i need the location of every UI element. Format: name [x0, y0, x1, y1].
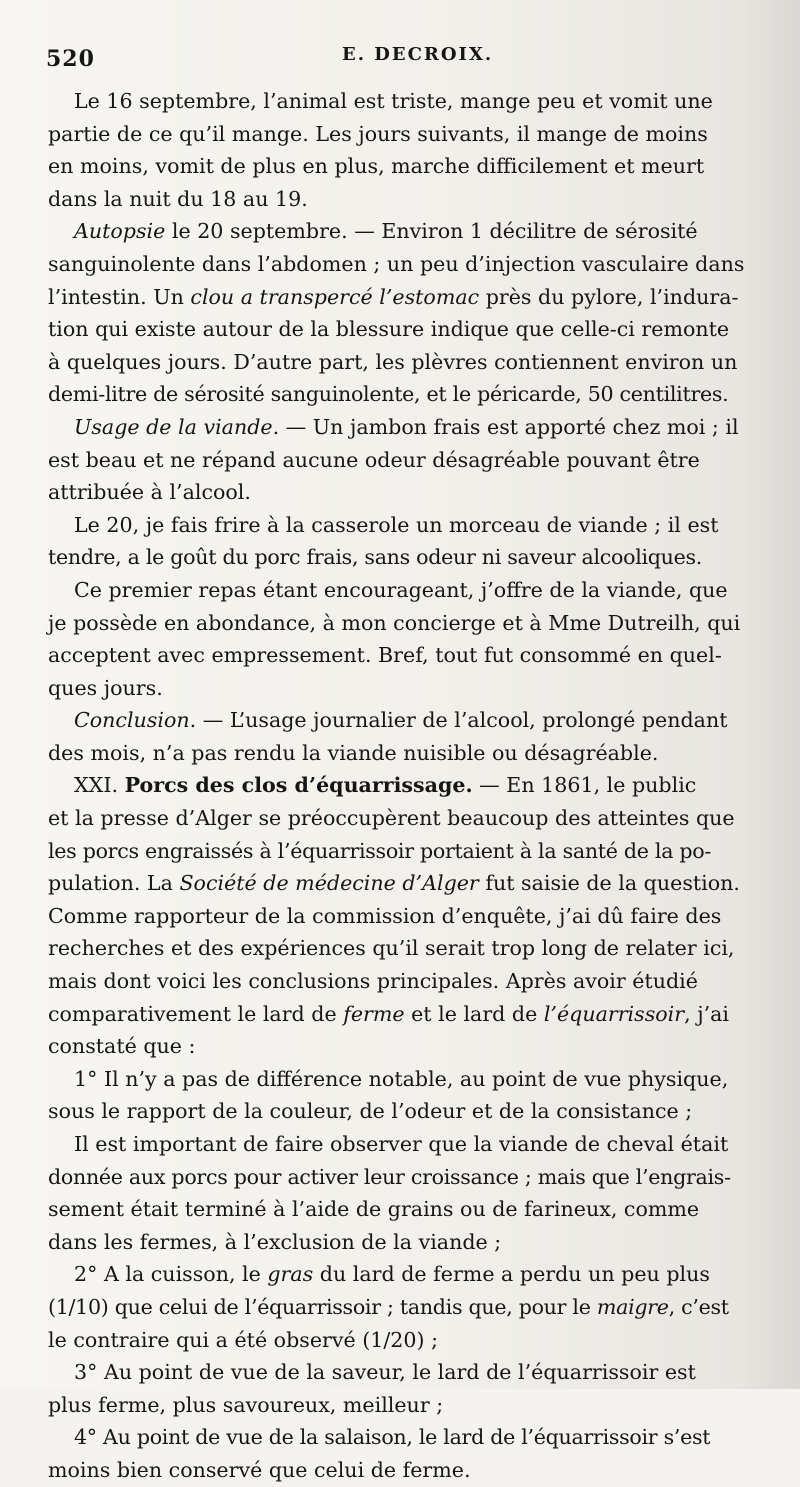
- text-line: partie de ce qu’il mange. Les jours suivants, il mange de moins: [48, 121, 708, 146]
- text-line: je possède en abondance, à mon concierge et à Mme Dutreilh, qui: [48, 610, 741, 635]
- text-line: le contraire qui a été observé (1/20) ;: [48, 1327, 439, 1352]
- text-line: Le 20, je fais frire à la casserole un morceau de viande ; il est: [74, 512, 719, 537]
- text-line: 1° Il n’y a pas de différence notable, au point de vue physique,: [74, 1066, 729, 1091]
- text-line: donnée aux porcs pour activer leur croissance ; mais que l’engrais-: [48, 1164, 731, 1189]
- text-line: Comme rapporteur de la commission d’enquête, j’ai dû faire des: [48, 903, 722, 928]
- text-line: 2° A la cuisson, le gras du lard de ferme a perdu un peu plus: [74, 1262, 710, 1287]
- text-line: sanguinolente dans l’abdomen ; un peu d’injection vasculaire dans: [48, 251, 745, 276]
- text-line: pulation. La Société de médecine d’Alger fut saisie de la question.: [48, 871, 740, 896]
- text-line: recherches et des expériences qu’il serait trop long de relater ici,: [48, 936, 735, 961]
- section-heading-conclusion: Conclusion.: [74, 708, 197, 733]
- text-line: en moins, vomit de plus en plus, marche difficilement et meurt: [48, 154, 705, 179]
- section-heading-autopsie: Autopsie: [74, 219, 166, 244]
- text-line: moins bien conservé que celui de ferme.: [48, 1457, 471, 1482]
- text-line: mais dont voici les conclusions principales. Après avoir étudié: [48, 969, 698, 994]
- text-line: (1/10) que celui de l’équarrissoir ; tandis que, pour le maigre , c’est: [48, 1294, 729, 1319]
- running-title: E. DECROIX.: [342, 44, 494, 65]
- text-line: sement était terminé à l’aide de grains ou de farineux, comme: [48, 1197, 700, 1222]
- text-line: acceptent avec empressement. Bref, tout fut consommé en quel-: [48, 643, 722, 668]
- text-line: dans les fermes, à l’exclusion de la viande ;: [48, 1229, 502, 1254]
- text-line: Usage de la viande. — Un jambon frais est apporté chez moi ; il: [48, 411, 764, 444]
- text-line: les porcs engraissés à l’équarrissoir portaient à la santé de la po-: [48, 838, 712, 863]
- text-line: Le 16 septembre, l’animal est triste, mange peu et vomit une: [74, 89, 713, 113]
- text-line: comparativement le lard de ferme et le lard de l’équarrissoir , j’ai: [48, 1001, 729, 1026]
- text-line: ques jours.: [48, 675, 163, 700]
- text-line: Autopsie le 20 septembre. — Environ 1 décilitre de sérosité: [48, 215, 764, 248]
- running-head: [46, 40, 766, 80]
- page-number: 520: [46, 46, 95, 72]
- text-line: Conclusion. — L’usage journalier de l’alcool, prolongé pendant: [48, 704, 764, 737]
- chapter-heading: Porcs des clos d’équarrissage.: [124, 773, 473, 798]
- text-line: XXI. Porcs des clos d’équarrissage. — En 1861, le public: [48, 769, 764, 802]
- text-line: des mois, n’a pas rendu la viande nuisible ou désagréable.: [48, 740, 659, 765]
- text-line: et la presse d’Alger se préoccupèrent beaucoup des atteintes que: [48, 806, 735, 831]
- text-line: à quelques jours. D’autre part, les plèvres contiennent environ un: [48, 349, 738, 374]
- text-line: 4° Au point de vue de la salaison, le lard de l’équarrissoir s’est: [74, 1425, 711, 1450]
- text-line: plus ferme, plus savoureux, meilleur ;: [48, 1392, 444, 1417]
- text-line: l’intestin. Un clou a transpercé l’estomac près du pylore, l’indura-: [48, 284, 739, 309]
- text-line: constaté que :: [48, 1034, 196, 1059]
- text-line: demi-litre de sérosité sanguinolente, et le péricarde, 50 centilitres.: [48, 382, 729, 407]
- body-text: [48, 85, 764, 1487]
- text-line: Ce premier repas étant encourageant, j’offre de la viande, que: [74, 577, 728, 602]
- text-line: dans la nuit du 18 au 19.: [48, 186, 308, 211]
- text-line: sous le rapport de la couleur, de l’odeur et de la consistance ;: [48, 1099, 693, 1124]
- text-line: est beau et ne répand aucune odeur désagréable pouvant être: [48, 447, 700, 472]
- text-line: tendre, a le goût du porc frais, sans odeur ni saveur alcooliques.: [48, 545, 703, 570]
- text-line: tion qui existe autour de la blessure indique que celle-ci remonte: [48, 317, 730, 342]
- text-line: attribuée à l’alcool.: [48, 480, 251, 505]
- text-line: 3° Au point de vue de la saveur, le lard de l’équarrissoir est: [74, 1360, 696, 1385]
- text-line: Il est important de faire observer que la viande de cheval était: [74, 1132, 729, 1156]
- section-heading-usage: Usage de la viande.: [74, 414, 280, 439]
